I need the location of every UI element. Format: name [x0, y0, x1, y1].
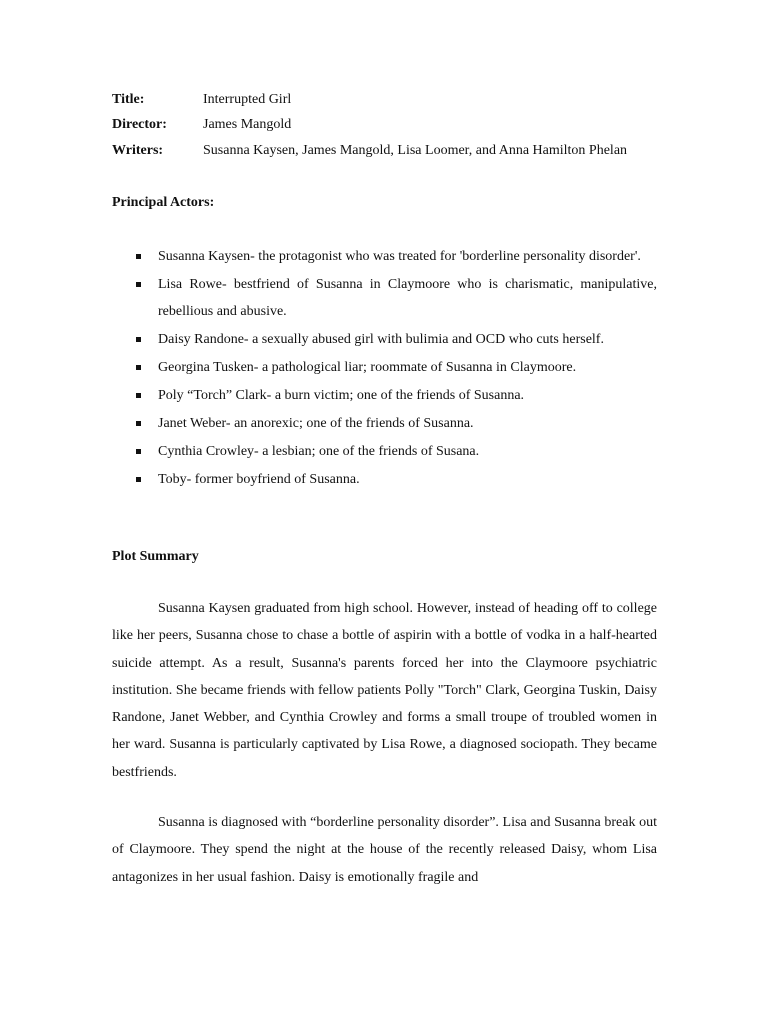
actor-text: Janet Weber- an anorexic; one of the friends of Susanna. [158, 416, 474, 431]
bullet-icon [136, 365, 141, 370]
plot-summary-heading: Plot Summary [112, 549, 199, 564]
bullet-icon [136, 393, 141, 398]
actor-item [112, 438, 657, 465]
plot-paragraph: Susanna Kaysen graduated from high school. However, instead of heading off to college like her peers, Susanna chose to chase a bottle of aspirin with a bottle of vodka in a half-hearted suicide attempt. As a result, Susanna's parents forced her into the Claymoore psychiatric institution. She became friends with fellow patients Polly "Torch" Clark, Georgina Tuskin, Daisy Randone, Janet Webber, and Cynthia Crowley and forms a small troupe of troubled women in her ward. Susanna is particularly captivated by Lisa Rowe, a diagnosed sociopath. They became bestfriends. [112, 601, 657, 780]
bullet-icon [136, 421, 141, 426]
director-value: James Mangold [203, 117, 292, 132]
title-label: Title: [112, 92, 145, 107]
writers-value: Susanna Kaysen, James Mangold, Lisa Loomer, and Anna Hamilton Phelan [203, 143, 628, 158]
bullet-icon [136, 477, 141, 482]
principal-actors-heading: Principal Actors: [112, 195, 215, 210]
bullet-icon [136, 254, 141, 259]
actor-text: Georgina Tusken- a pathological liar; roommate of Susanna in Claymoore. [158, 360, 577, 375]
actor-item [112, 326, 657, 353]
actor-text: Cynthia Crowley- a lesbian; one of the friends of Susana. [158, 444, 480, 459]
actor-text: Lisa Rowe- bestfriend of Susanna in Claymoore who is charismatic, manipulative, rebellious and abusive. [158, 277, 657, 319]
actor-text: Toby- former boyfriend of Susanna. [158, 472, 360, 487]
actor-text: Susanna Kaysen- the protagonist who was treated for 'borderline personality disorder'. [158, 249, 641, 264]
actor-list [112, 243, 657, 494]
bullet-icon [136, 337, 141, 342]
actor-text: Daisy Randone- a sexually abused girl with bulimia and OCD who cuts herself. [158, 332, 604, 347]
actor-item [112, 466, 657, 493]
actor-item [112, 271, 657, 325]
bullet-icon [136, 449, 141, 454]
director-label: Director: [112, 117, 167, 132]
title-value: Interrupted Girl [203, 92, 292, 107]
plot-paragraph: Susanna is diagnosed with “borderline personality disorder”. Lisa and Susanna break out of Claymoore. They spend the night at the house of the recently released Daisy, whom Lisa antagonizes in her usual fashion. Daisy is emotionally fragile and [112, 815, 657, 885]
writers-label: Writers: [112, 143, 164, 158]
actor-item [112, 410, 657, 437]
actor-item [112, 243, 657, 270]
bullet-icon [136, 282, 141, 287]
actor-text: Poly “Torch” Clark- a burn victim; one of the friends of Susanna. [158, 388, 525, 403]
actor-item [112, 382, 657, 409]
actor-item [112, 354, 657, 381]
